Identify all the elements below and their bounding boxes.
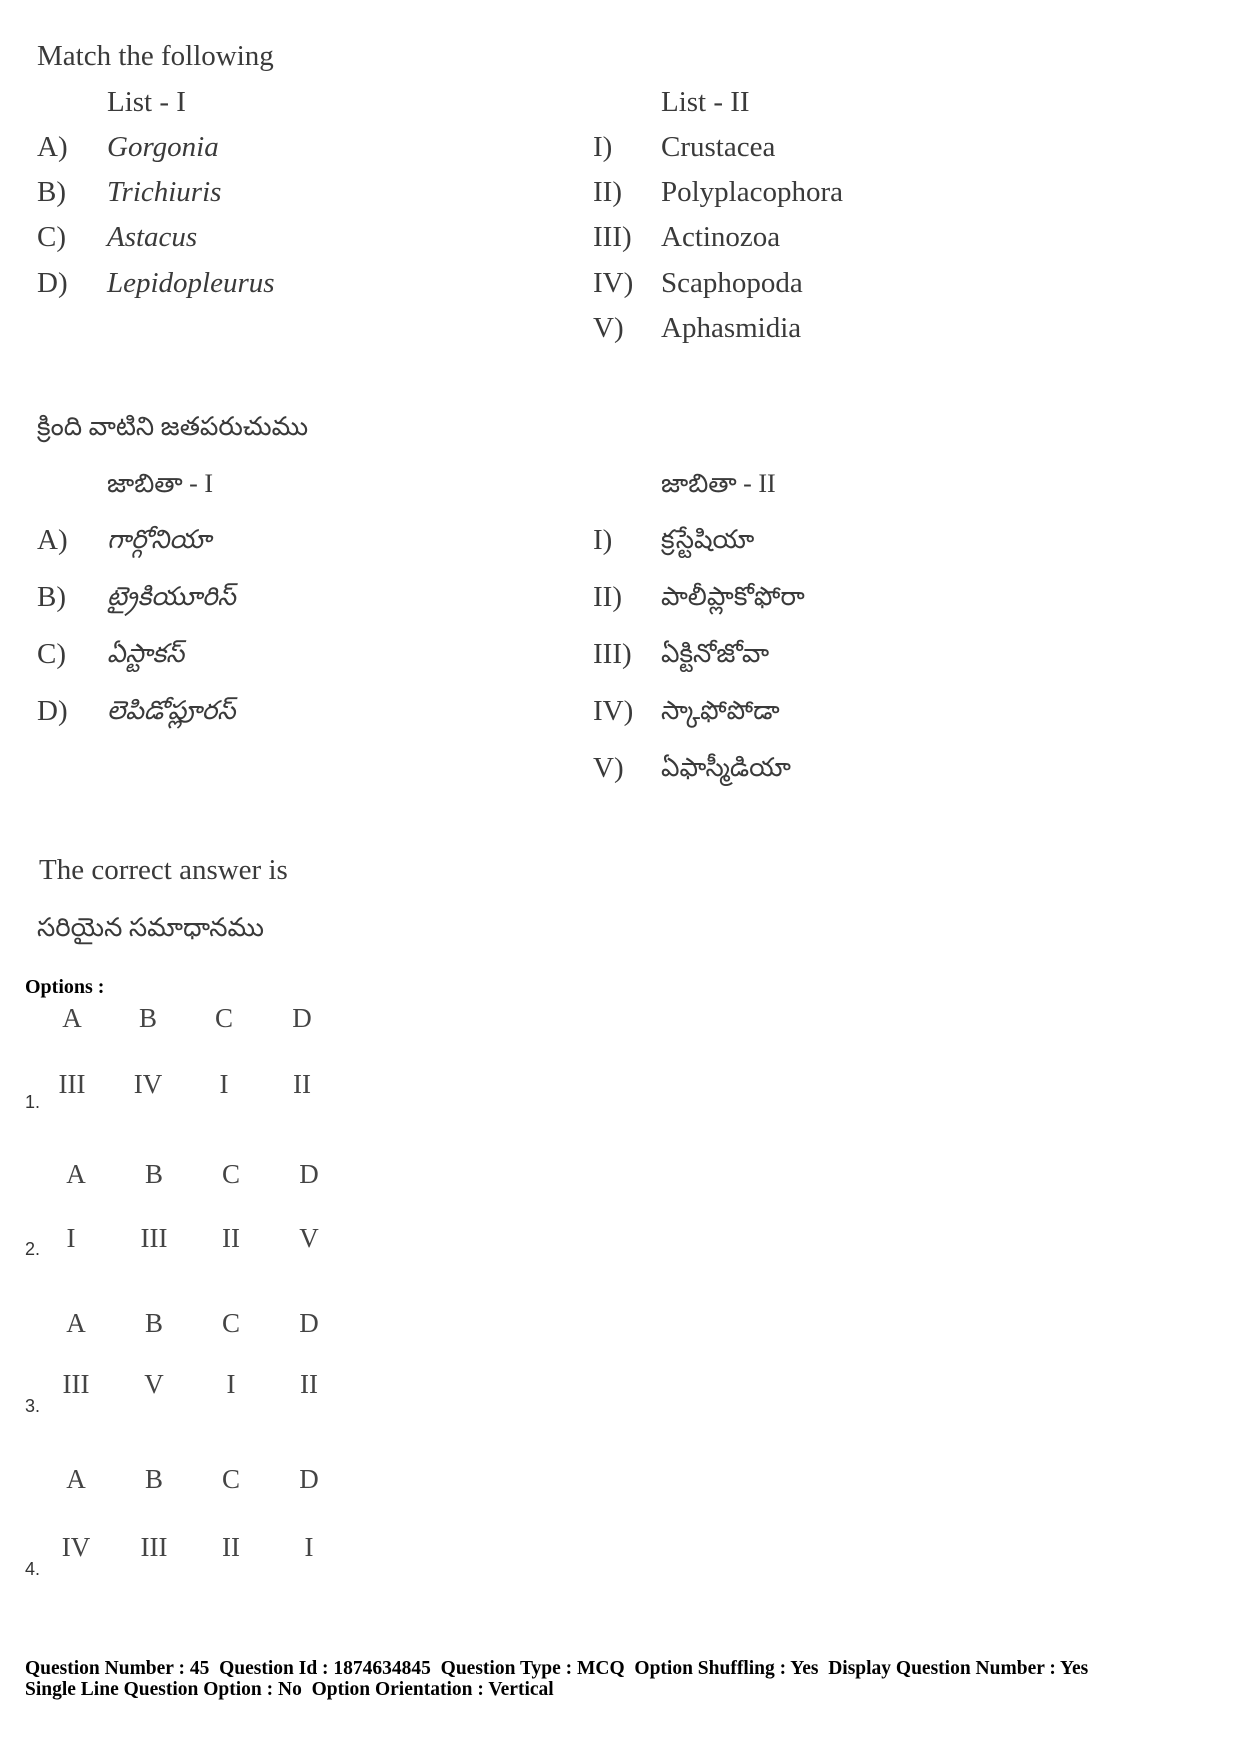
answer-prompt-te: సరియైన సమాధానము [37, 913, 264, 942]
option-value: IV [133, 1069, 163, 1099]
list1-item: Trichiuris [107, 176, 222, 208]
option-value: I [226, 1369, 236, 1399]
list1-heading-en: List - I [107, 86, 186, 118]
list2-heading-en: List - II [661, 86, 750, 118]
question-prompt-te: క్రింది వాటిని జతపరుచుము [37, 412, 309, 441]
option-header: D [299, 1464, 319, 1494]
option-value: I [219, 1069, 229, 1099]
list2-item: Polyplacophora [661, 176, 844, 208]
option-value: III [140, 1223, 168, 1253]
list1-item: గార్గోనియా [107, 525, 212, 554]
option-header: D [299, 1308, 319, 1338]
option-number: 3. [25, 1396, 41, 1416]
list2-heading-te: జాబితా - II [661, 469, 776, 498]
list2-label: I) [593, 131, 613, 163]
list2-item: ఏఫాస్మీడియా [661, 753, 791, 782]
list2-label: V) [593, 752, 624, 784]
list1-label: B) [37, 176, 66, 208]
list1-item: ఏస్టాకస్ [107, 639, 185, 668]
option-value: I [304, 1532, 314, 1562]
question-meta-line-2: Single Line Question Option : No Option Orientation : Vertical [25, 1679, 554, 1700]
option-value: IV [61, 1532, 91, 1562]
option-number: 2. [25, 1239, 41, 1259]
list1-label: A) [37, 131, 68, 163]
option-number: 4. [25, 1559, 41, 1579]
list2-item: క్రస్టేషియా [661, 525, 755, 554]
question-prompt-en: Match the following [37, 40, 274, 72]
list2-label: II) [593, 581, 622, 613]
option-header: B [144, 1464, 163, 1494]
option-value: III [58, 1069, 86, 1099]
option-header: D [299, 1159, 319, 1189]
list1-label: C) [37, 221, 66, 253]
list2-item: Aphasmidia [661, 312, 802, 344]
list1-label: D) [37, 267, 68, 299]
option-value: II [222, 1223, 240, 1253]
list1-label: C) [37, 638, 66, 670]
list2-item: ఏక్టినోజోవా [661, 639, 770, 668]
option-header: A [66, 1159, 86, 1189]
option-number: 1. [25, 1092, 41, 1112]
list1-heading-te: జాబితా - I [107, 469, 213, 498]
list2-label: III) [593, 638, 632, 670]
option-value: I [66, 1223, 76, 1253]
list2-label: I) [593, 524, 613, 556]
list1-item: Astacus [107, 221, 198, 253]
question-meta-line-1: Question Number : 45 Question Id : 1874634845 Question Type : MCQ Option Shuffling : Yes Display Question Number : Yes [25, 1658, 1089, 1679]
list2-label: V) [593, 312, 624, 344]
list2-label: IV) [593, 267, 634, 299]
option-header: B [138, 1003, 157, 1033]
list2-item: పాలీప్లాకోఫోరా [661, 582, 805, 611]
list2-item: Scaphopoda [661, 267, 803, 299]
list2-item: Crustacea [661, 131, 776, 163]
option-header: C [214, 1003, 233, 1033]
option-header: C [221, 1308, 240, 1338]
options-label: Options : [25, 976, 105, 998]
option-value: II [300, 1369, 318, 1399]
option-header: A [66, 1464, 86, 1494]
list1-label: A) [37, 524, 68, 556]
answer-prompt-en: The correct answer is [39, 854, 288, 886]
option-value: V [299, 1223, 319, 1253]
option-value: II [222, 1532, 240, 1562]
list2-label: III) [593, 221, 632, 253]
option-header: C [221, 1159, 240, 1189]
option-value: V [144, 1369, 164, 1399]
list1-item: లెపిడోప్లూరస్ [107, 696, 236, 725]
list2-item: స్కాఫోపోడా [661, 696, 780, 725]
option-header: D [292, 1003, 312, 1033]
list2-label: IV) [593, 695, 634, 727]
option-value: II [293, 1069, 311, 1099]
option-header: C [221, 1464, 240, 1494]
list1-item: Lepidopleurus [107, 267, 275, 299]
list2-label: II) [593, 176, 622, 208]
list1-item: ట్రైకియూరిస్ [107, 582, 236, 611]
option-header: A [62, 1003, 82, 1033]
list1-label: D) [37, 695, 68, 727]
option-header: B [144, 1159, 163, 1189]
option-header: A [66, 1308, 86, 1338]
option-value: III [62, 1369, 90, 1399]
list1-item: Gorgonia [107, 131, 219, 163]
list2-item: Actinozoa [661, 221, 781, 253]
option-value: III [140, 1532, 168, 1562]
list1-label: B) [37, 581, 66, 613]
option-header: B [144, 1308, 163, 1338]
